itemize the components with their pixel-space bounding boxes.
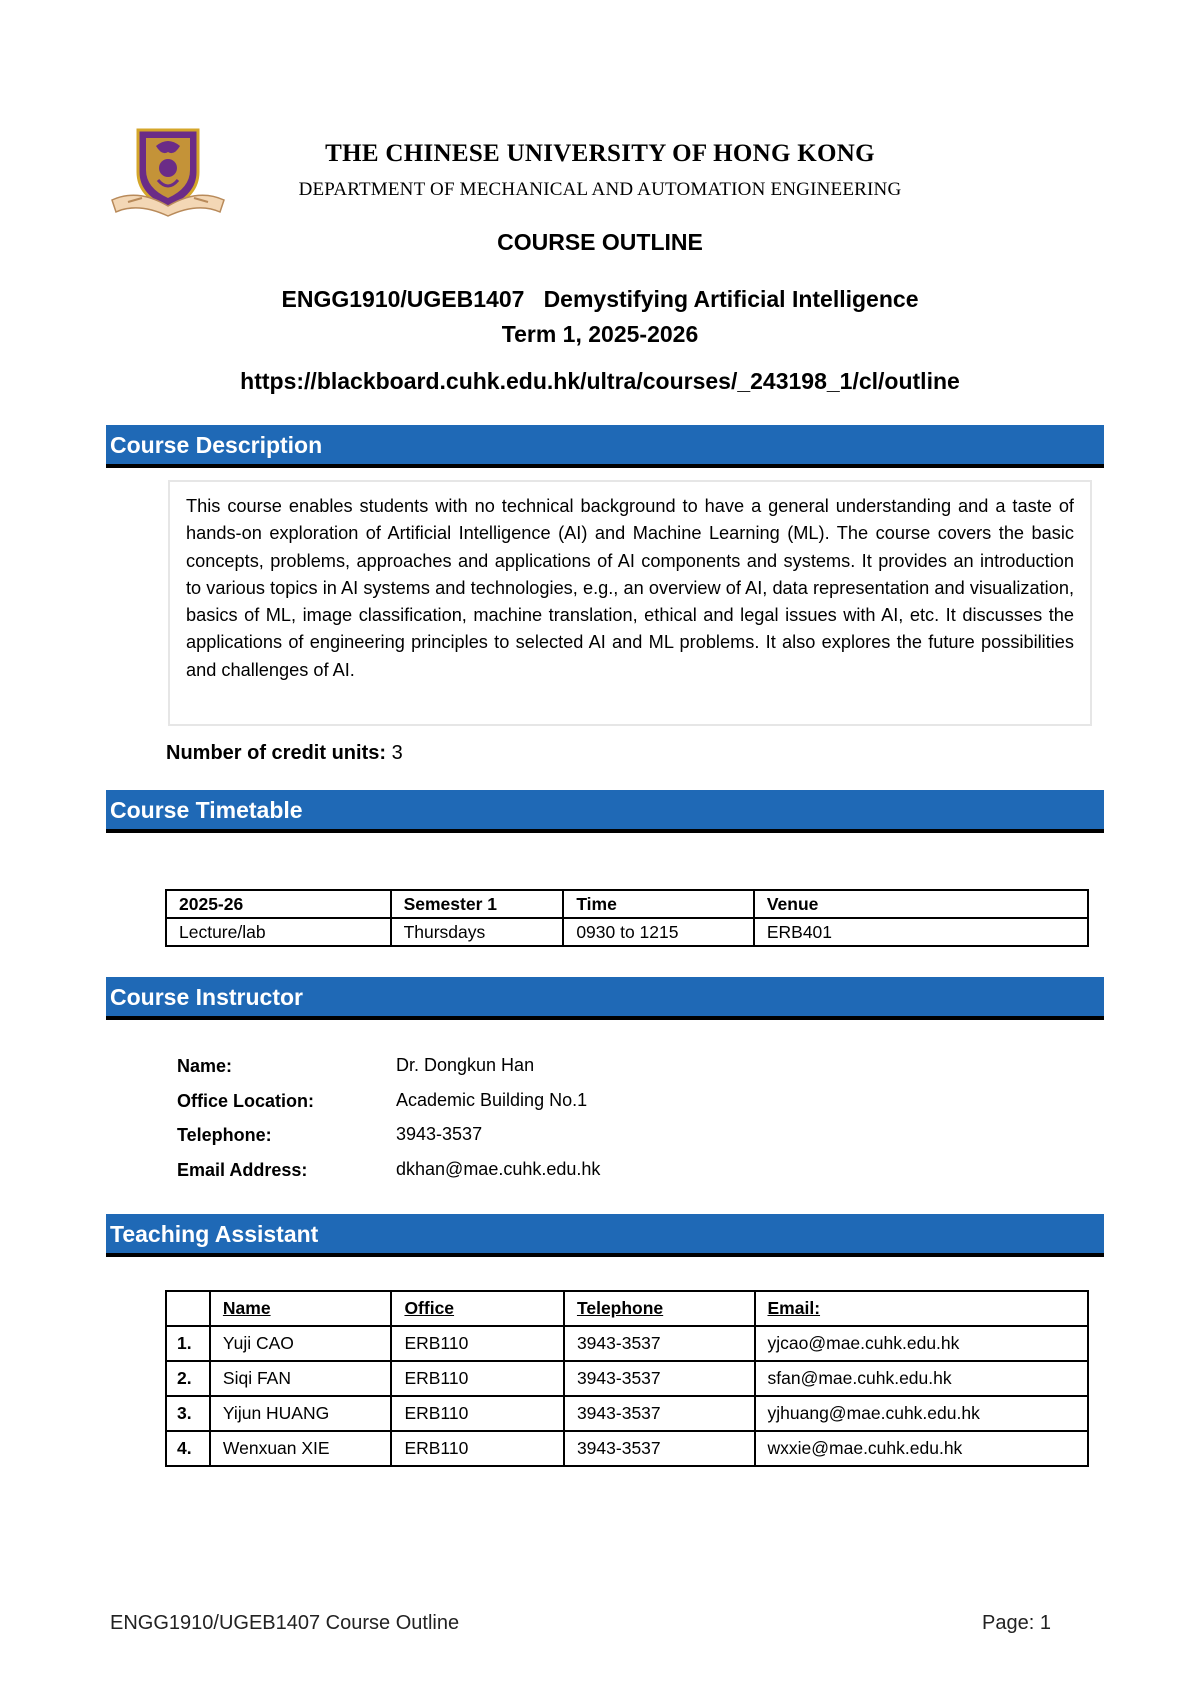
course-url[interactable]: https://blackboard.cuhk.edu.hk/ultra/courses/_243198_1/cl/outline <box>240 368 960 394</box>
ta-email[interactable]: yjhuang@mae.cuhk.edu.hk <box>755 1396 1089 1431</box>
ta-email[interactable]: yjcao@mae.cuhk.edu.hk <box>755 1326 1089 1361</box>
instructor-telephone-value: 3943-3537 <box>396 1124 483 1144</box>
university-name: THE CHINESE UNIVERSITY OF HONG KONG <box>325 140 875 167</box>
row-number: 1. <box>166 1326 210 1361</box>
table-header-cell: Email: <box>755 1291 1089 1326</box>
ta-name: Yijun HUANG <box>210 1396 392 1431</box>
row-number: 4. <box>166 1431 210 1466</box>
table-row <box>166 1361 1088 1396</box>
ta-telephone: 3943-3537 <box>564 1326 755 1361</box>
department-name: DEPARTMENT OF MECHANICAL AND AUTOMATION ENGINEERING <box>298 179 902 200</box>
ta-name: Siqi FAN <box>210 1361 392 1396</box>
document-title: COURSE OUTLINE <box>497 229 703 255</box>
table-row <box>166 1326 1088 1361</box>
section-heading: Course Timetable <box>110 797 303 823</box>
credit-units <box>166 742 403 765</box>
table-cell: Lecture/lab <box>166 918 391 946</box>
course-description-box <box>168 480 1092 726</box>
ta-email[interactable]: sfan@mae.cuhk.edu.hk <box>755 1361 1089 1396</box>
table-header-row <box>166 890 1088 918</box>
table-row <box>166 1431 1088 1466</box>
table-row <box>166 918 1088 946</box>
teaching-assistant-table <box>165 1290 1089 1467</box>
course-term: Term 1, 2025-2026 <box>501 321 699 347</box>
ta-name: Wenxuan XIE <box>210 1431 392 1466</box>
timetable-table <box>165 889 1089 947</box>
table-cell: Thursdays <box>391 918 564 946</box>
ta-office: ERB110 <box>391 1431 564 1466</box>
ta-email[interactable]: wxxie@mae.cuhk.edu.hk <box>755 1431 1089 1466</box>
table-header-cell: Time <box>563 890 754 918</box>
section-heading: Course Instructor <box>110 984 303 1010</box>
table-header-cell: Semester 1 <box>391 890 564 918</box>
instructor-email-label: Email Address: <box>177 1160 308 1180</box>
table-cell: ERB401 <box>754 918 1088 946</box>
section-bar-course-description <box>106 425 1104 468</box>
table-header-cell: Office <box>391 1291 564 1326</box>
table-header-row <box>166 1291 1088 1326</box>
ta-office: ERB110 <box>391 1326 564 1361</box>
instructor-email-value[interactable]: dkhan@mae.cuhk.edu.hk <box>396 1159 601 1179</box>
row-number: 3. <box>166 1396 210 1431</box>
footer-document-name: ENGG1910/UGEB1407 Course Outline <box>110 1612 460 1634</box>
ta-telephone: 3943-3537 <box>564 1361 755 1396</box>
table-header-cell: Telephone <box>564 1291 755 1326</box>
table-header-cell: 2025-26 <box>166 890 391 918</box>
credit-units-value: 3 <box>391 742 403 764</box>
footer-page-number: Page: 1 <box>982 1612 1051 1634</box>
ta-telephone: 3943-3537 <box>564 1396 755 1431</box>
course-description-text: This course enables students with no technical background to have a general understanding and a taste of hands-on exploration of Artificial Intelligence (AI) and Machine Learning (ML). The course covers the basic concepts, problems, approaches and applications of AI components and systems. It provides an introduction to various topics in AI systems and technologies, e.g., an overview of AI, data representation and visualization, basics of ML, image classification, machine translation, ethical and legal issues with AI, etc. It discusses the applications of engineering principles to selected AI and ML problems. It also explores the future possibilities and challenges of AI. <box>186 496 1074 680</box>
table-row <box>166 1396 1088 1431</box>
row-number: 2. <box>166 1361 210 1396</box>
instructor-office-value: Academic Building No.1 <box>396 1090 588 1110</box>
table-header-cell: Venue <box>754 890 1088 918</box>
section-bar-course-instructor <box>106 977 1104 1020</box>
instructor-name-value: Dr. Dongkun Han <box>396 1055 535 1075</box>
instructor-office-label: Office Location: <box>177 1091 315 1111</box>
table-cell: 0930 to 1215 <box>563 918 754 946</box>
university-crest-logo <box>108 126 228 220</box>
section-heading: Course Description <box>110 432 323 458</box>
ta-telephone: 3943-3537 <box>564 1431 755 1466</box>
ta-office: ERB110 <box>391 1396 564 1431</box>
instructor-name-label: Name: <box>177 1056 233 1076</box>
ta-office: ERB110 <box>391 1361 564 1396</box>
table-header-cell: Name <box>210 1291 392 1326</box>
section-bar-teaching-assistant <box>106 1214 1104 1257</box>
section-bar-course-timetable <box>106 790 1104 833</box>
table-header-cell <box>166 1291 210 1326</box>
instructor-telephone-label: Telephone: <box>177 1125 272 1145</box>
section-heading: Teaching Assistant <box>110 1221 319 1247</box>
course-code-title: ENGG1910/UGEB1407 Demystifying Artificial Intelligence <box>281 286 919 312</box>
credit-units-label: Number of credit units: <box>166 742 387 764</box>
ta-name: Yuji CAO <box>210 1326 392 1361</box>
